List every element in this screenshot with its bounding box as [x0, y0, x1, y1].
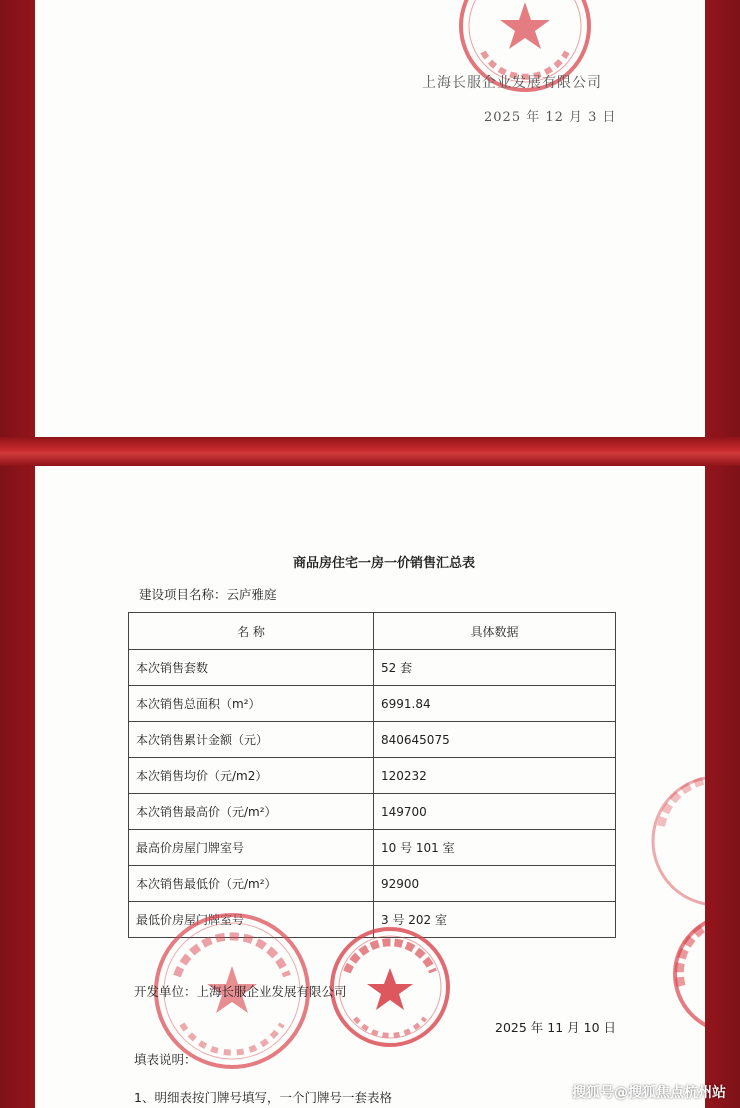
project-name: 建设项目名称：云庐雅庭: [139, 587, 277, 602]
table-row: [129, 830, 616, 866]
row-value: 6991.84: [374, 686, 616, 722]
row-name: 本次销售累计金额（元）: [129, 722, 374, 758]
letter-date: 2025 年 12 月 3 日: [484, 110, 617, 125]
row-value: 10 号 101 室: [374, 830, 616, 866]
form-page: [35, 466, 705, 1108]
table-row: [129, 866, 616, 902]
row-name: 本次销售最高价（元/m²）: [129, 794, 374, 830]
table-row: [129, 722, 616, 758]
header-value: 具体数据: [374, 613, 616, 650]
table-row: [129, 794, 616, 830]
row-value: 120232: [374, 758, 616, 794]
table-row: [129, 758, 616, 794]
row-value: 3 号 202 室: [374, 902, 616, 938]
background-band: [0, 437, 740, 466]
source-watermark: 搜狐号@搜狐焦点杭州站: [572, 1085, 726, 1101]
row-value: 52 套: [374, 650, 616, 686]
row-value: 840645075: [374, 722, 616, 758]
notes-title: 填表说明：: [134, 1052, 197, 1067]
edge-seal: [665, 906, 705, 1036]
table-header-row: [129, 613, 616, 650]
row-name: 本次销售总面积（m²）: [129, 686, 374, 722]
table-row: [129, 650, 616, 686]
row-name: 本次销售最低价（元/m²）: [129, 866, 374, 902]
letter-page: [35, 0, 705, 437]
row-value: 149700: [374, 794, 616, 830]
header-name: 名 称: [129, 613, 374, 650]
form-title: 商品房住宅一房一价销售汇总表: [293, 556, 476, 571]
row-name: 最高价房屋门牌室号: [129, 830, 374, 866]
edge-seal: [639, 766, 705, 916]
row-name: 本次销售套数: [129, 650, 374, 686]
table-row: [129, 686, 616, 722]
note-item: 1、明细表按门牌号填写，一个门牌号一套表格: [134, 1090, 392, 1105]
form-date: 2025 年 11 月 10 日: [495, 1020, 616, 1035]
row-name: 本次销售均价（元/m2）: [129, 758, 374, 794]
row-value: 92900: [374, 866, 616, 902]
row-name: 最低价房屋门牌室号: [129, 902, 374, 938]
letter-company: 上海长服企业发展有限公司: [422, 75, 602, 91]
developer-unit: 开发单位：上海长服企业发展有限公司: [134, 984, 347, 999]
sales-summary-table: [128, 612, 616, 938]
